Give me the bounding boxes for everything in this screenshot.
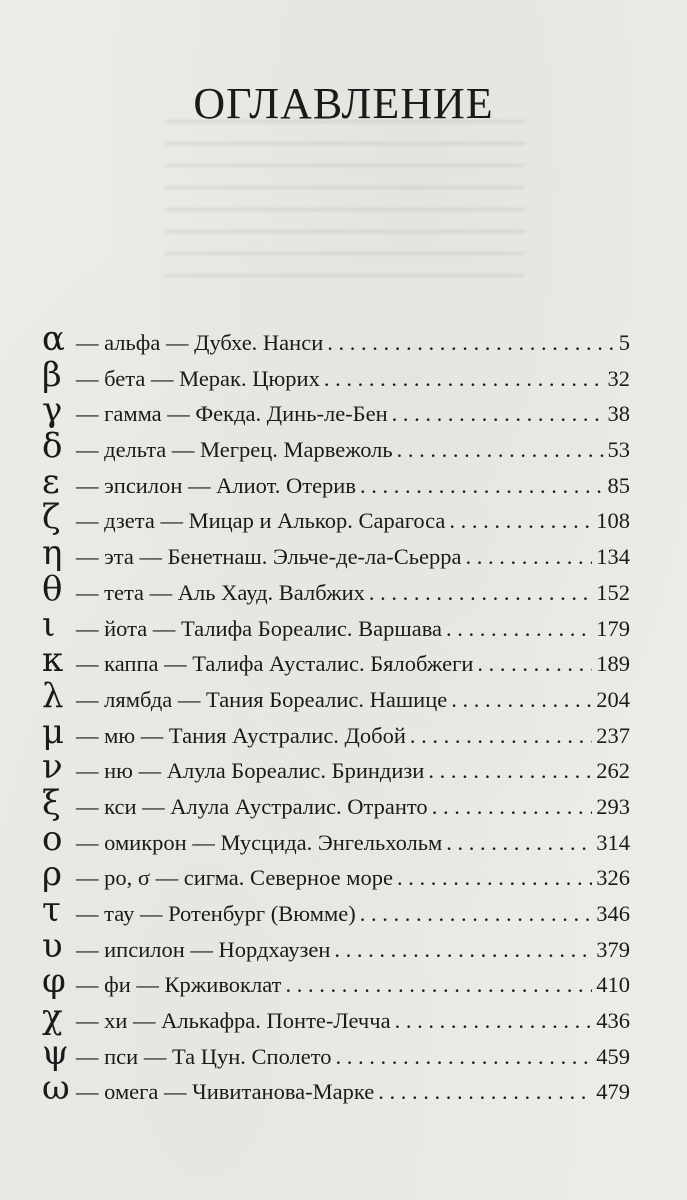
toc-entry-title: — тета — Аль Хауд. Валбжих [76,579,365,605]
toc-entry-title: — омега — Чивитанова-Марке [76,1079,375,1105]
page-title: ОГЛАВЛЕНИЕ [193,79,494,128]
greek-letter-symbol: τ [42,890,61,930]
toc-entry [42,1032,630,1073]
greek-letter-symbol: α [42,319,65,359]
toc-entry-title: — дельта — Мегрец. Марвежоль [76,437,393,463]
toc-entry [42,426,630,467]
greek-letter-symbol: μ [42,711,65,752]
dot-leader [397,432,604,468]
toc-entry [42,711,630,752]
toc-page-number: 262 [596,758,630,784]
toc-entry [42,1068,630,1109]
toc-entry-title: — пси — Та Цун. Сполето [76,1043,332,1069]
toc-entry-title: — каппа — Талифа Аусталис. Бялобжеги [76,651,474,677]
toc-entry-title: — эта — Бенетнаш. Эльче-де-ла-Сьерра [76,544,462,570]
dot-leader [466,539,593,575]
dot-leader [285,967,592,1003]
greek-letter-symbol: ι [42,604,56,645]
toc-entry-title: — эпсилон — Алиот. Отерив [76,472,356,498]
toc-page-number: 479 [596,1079,630,1105]
toc-entry [42,997,630,1038]
greek-letter-symbol: ν [42,747,63,788]
toc-entry [42,747,630,788]
toc-entry [42,497,630,538]
toc-page-number: 204 [596,686,630,712]
greek-letter-symbol: ξ [42,782,61,823]
greek-letter-symbol: υ [42,925,63,966]
greek-letter-symbol: η [42,533,63,574]
toc-entry-title: — омикрон — Мусцида. Энгельхольм [76,829,443,855]
toc-page-number: 314 [596,829,630,855]
toc-entry-title: — бета — Мерак. Цюрих [76,365,320,391]
dot-leader [428,753,592,789]
toc-page-number: 32 [607,365,630,391]
toc-entry-title: — тау — Ротенбург (Вюмме) [76,901,356,926]
greek-letter-symbol: φ [42,961,66,1002]
toc-entry [42,854,630,895]
greek-letter-symbol: δ [42,426,63,467]
toc-page-number: 436 [596,1008,630,1034]
toc-page-number: 410 [596,972,630,998]
greek-letter-symbol: χ [42,997,63,1038]
dot-leader [327,325,615,361]
toc-page-number: 189 [596,651,630,677]
toc-entry-title: — лямбда — Тания Бореалис. Нашице [76,686,448,712]
toc-entry-title: — хи — Алькафра. Понте-Лечча [76,1008,391,1034]
dot-leader [392,396,604,432]
dot-leader [446,825,592,861]
toc-entry [42,390,630,431]
toc-entry [42,961,630,1002]
dot-leader [432,789,593,825]
greek-letter-symbol: ω [42,1068,70,1109]
toc-entry [42,533,630,574]
toc-page-number: 293 [596,793,630,819]
toc-entry [42,461,630,502]
toc-entry-title: — фи — Крживоклат [76,972,282,998]
dot-leader [395,1003,593,1039]
toc-entry [42,640,630,681]
dot-leader [410,718,592,754]
toc-page-number: 85 [607,472,630,498]
dot-leader [334,932,592,968]
toc-entry [42,818,630,859]
greek-letter-symbol: β [42,354,62,395]
toc-entry [42,568,630,609]
toc-entry-title: — гамма — Фекда. Динь-ле-Бен [76,401,388,427]
toc-entry [42,925,630,966]
toc-entry [42,604,630,645]
toc-page-number: 152 [596,579,630,605]
toc-entry-title: — ро, σ — сигма. Северное море [76,865,393,891]
toc-entry [42,675,630,716]
toc-entry-title: — ипсилон — Нордхаузен [76,936,331,962]
dot-leader [446,611,592,647]
toc-page-number: 346 [596,901,630,926]
greek-letter-symbol: θ [42,568,63,609]
toc-page-number: 38 [607,401,630,427]
greek-letter-symbol: κ [42,640,64,681]
toc-entry [42,782,630,823]
dot-leader [369,575,592,611]
toc-entry-title: — альфа — Дубхе. Нанси [76,330,324,355]
toc-entry-title: — кси — Алула Аустралис. Отранто [76,793,428,819]
toc-page-number: 326 [596,865,630,891]
dot-leader [336,1039,593,1075]
dot-leader [360,896,592,932]
dot-leader [449,503,592,539]
greek-letter-symbol: γ [42,390,63,431]
dot-leader [397,860,592,896]
toc-page-number: 53 [607,437,630,463]
toc-page-number: 179 [596,615,630,641]
toc-entry [42,354,630,395]
toc-page-number: 5 [618,330,630,355]
toc-page-number: 459 [596,1043,630,1069]
greek-letter-symbol: λ [42,675,64,716]
toc-entry-title: — йота — Талифа Бореалис. Варшава [76,615,443,641]
greek-letter-symbol: ζ [42,497,61,538]
toc-entry-title: — мю — Тания Аустралис. Добой [76,722,406,748]
dot-leader [451,682,592,718]
dot-leader [324,361,604,397]
dot-leader [378,1074,592,1110]
toc-page-number: 379 [596,936,630,962]
toc-page-number: 237 [596,722,630,748]
toc-entry-title: — ню — Алула Бореалис. Бриндизи [76,758,425,784]
toc-entry [42,890,630,930]
toc-page-number: 134 [596,544,630,570]
greek-letter-symbol: ψ [42,1032,69,1073]
greek-letter-symbol: ε [42,461,60,502]
toc-entry-title: — дзета — Мицар и Алькор. Сарагоса [76,508,446,534]
greek-letter-symbol: ρ [42,854,62,895]
dot-leader [360,468,604,504]
toc-entry [42,319,630,359]
table-of-contents [42,319,630,1109]
greek-letter-symbol: ο [42,818,63,859]
dot-leader [477,646,592,682]
bleed-through-text [165,120,525,290]
toc-page-number: 108 [596,508,630,534]
